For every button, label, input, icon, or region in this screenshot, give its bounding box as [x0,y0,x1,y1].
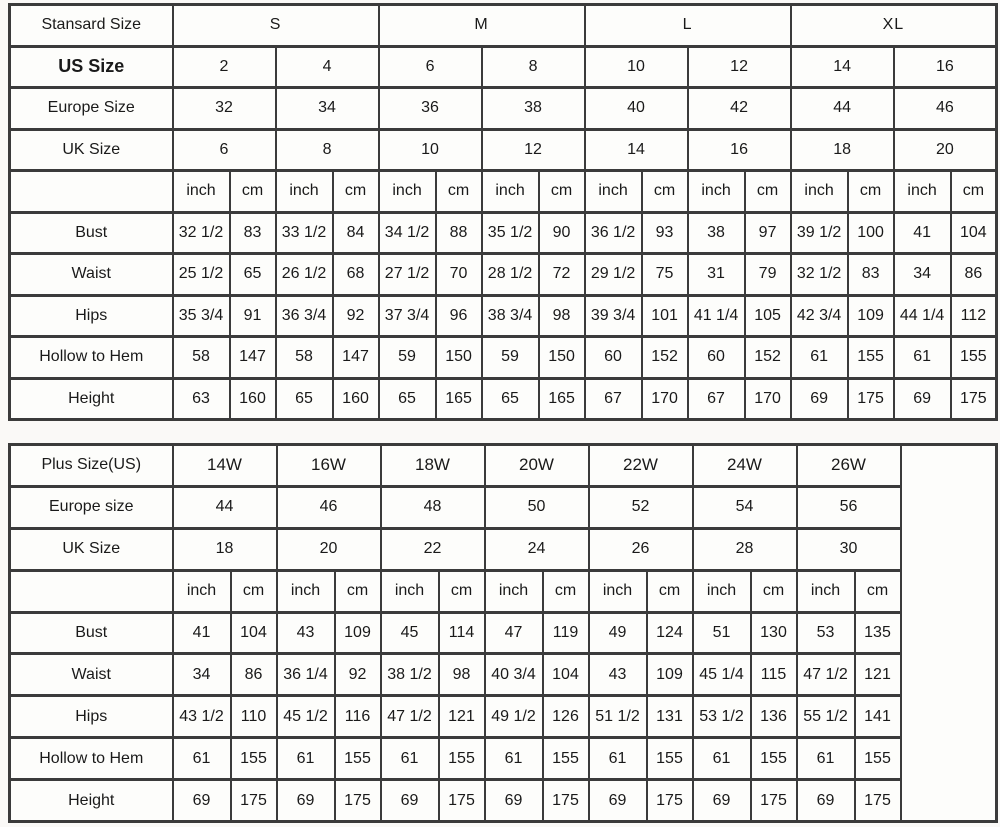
measurement-value-cell: 104 [543,654,589,696]
unit-header-cell: inch [485,570,543,612]
measurement-value-cell: 36 1/4 [277,654,335,696]
measurement-value-cell: 112 [951,295,997,337]
measurement-value-cell: 98 [439,654,485,696]
measurement-value-cell: 61 [693,738,751,780]
measurement-value-cell: 55 1/2 [797,696,855,738]
measurement-value-cell: 69 [791,378,848,420]
row-label-cell [10,171,173,213]
plus-size-table [8,443,998,823]
size-value-cell: 12 [688,46,791,88]
size-value-cell: 44 [791,88,894,130]
measurement-value-cell: 65 [230,254,276,296]
measurement-value-cell: 43 [589,654,647,696]
group-header-cell: 18W [381,445,485,487]
size-value-cell: 16 [688,129,791,171]
measurement-value-cell: 135 [855,612,901,654]
measurement-value-cell: 98 [539,295,585,337]
measurement-value-cell: 155 [848,337,894,379]
unit-header-row [10,171,997,213]
row-label-cell: Waist [10,654,173,696]
size-value-cell: 30 [797,528,901,570]
measurement-value-cell: 47 [485,612,543,654]
measurement-value-cell: 114 [439,612,485,654]
group-header-cell: 22W [589,445,693,487]
measurement-value-cell: 75 [642,254,688,296]
measurement-value-cell: 68 [333,254,379,296]
measurement-value-cell: 31 [688,254,745,296]
measurement-value-cell: 61 [381,738,439,780]
unit-header-cell: cm [439,570,485,612]
unit-header-cell: inch [379,171,436,213]
size-value-cell: 10 [379,129,482,171]
measurement-value-cell: 25 1/2 [173,254,230,296]
row-label-cell: Height [10,378,173,420]
measurement-value-cell: 150 [436,337,482,379]
measurement-value-cell: 59 [482,337,539,379]
measurement-value-cell: 53 [797,612,855,654]
corner-label-cell: Plus Size(US) [10,445,173,487]
measurement-value-cell: 38 3/4 [482,295,539,337]
group-header-cell: 16W [277,445,381,487]
unit-header-cell: cm [848,171,894,213]
size-value-cell: 46 [277,486,381,528]
group-header-cell: 24W [693,445,797,487]
measurement-value-cell: 47 1/2 [797,654,855,696]
measurement-value-cell: 105 [745,295,791,337]
size-value-cell: 44 [173,486,277,528]
measurement-value-cell: 37 3/4 [379,295,436,337]
unit-header-cell: inch [791,171,848,213]
size-value-cell: 12 [482,129,585,171]
measurement-value-cell: 175 [751,780,797,822]
measurement-value-cell: 59 [379,337,436,379]
unit-header-cell: inch [381,570,439,612]
unit-header-cell: cm [539,171,585,213]
measurement-value-cell: 47 1/2 [381,696,439,738]
unit-header-cell: inch [277,570,335,612]
unit-header-cell: cm [647,570,693,612]
measurement-value-cell: 27 1/2 [379,254,436,296]
group-header-cell: 14W [173,445,277,487]
measurement-value-cell: 72 [539,254,585,296]
measurement-row [10,337,997,379]
measurement-value-cell: 121 [439,696,485,738]
unit-header-row [10,570,997,612]
measurement-value-cell: 155 [751,738,797,780]
measurement-value-cell: 155 [335,738,381,780]
measurement-value-cell: 141 [855,696,901,738]
measurement-value-cell: 93 [642,212,688,254]
measurement-value-cell: 136 [751,696,797,738]
size-value-cell: 14 [585,129,688,171]
size-row [10,528,997,570]
measurement-value-cell: 91 [230,295,276,337]
measurement-value-cell: 33 1/2 [276,212,333,254]
measurement-value-cell: 170 [642,378,688,420]
row-label-cell: Europe size [10,486,173,528]
empty-spacer-cell [901,445,997,822]
measurement-value-cell: 69 [589,780,647,822]
measurement-value-cell: 61 [894,337,951,379]
group-header-row [10,445,997,487]
measurement-value-cell: 170 [745,378,791,420]
measurement-value-cell: 69 [693,780,751,822]
measurement-value-cell: 92 [333,295,379,337]
measurement-value-cell: 51 1/2 [589,696,647,738]
group-header-cell: 26W [797,445,901,487]
measurement-value-cell: 34 1/2 [379,212,436,254]
measurement-value-cell: 155 [855,738,901,780]
size-row [10,88,997,130]
measurement-value-cell: 61 [173,738,231,780]
row-label-cell: Bust [10,212,173,254]
measurement-value-cell: 67 [688,378,745,420]
measurement-value-cell: 45 1/4 [693,654,751,696]
unit-header-cell: inch [276,171,333,213]
measurement-value-cell: 165 [436,378,482,420]
row-label-cell: US Size [10,46,173,88]
group-header-row [10,5,997,47]
row-label-cell: UK Size [10,528,173,570]
measurement-value-cell: 43 1/2 [173,696,231,738]
measurement-value-cell: 69 [381,780,439,822]
size-value-cell: 48 [381,486,485,528]
measurement-value-cell: 150 [539,337,585,379]
measurement-value-cell: 63 [173,378,230,420]
corner-label-cell: Stansard Size [10,5,173,47]
size-value-cell: 52 [589,486,693,528]
measurement-value-cell: 160 [230,378,276,420]
measurement-value-cell: 90 [539,212,585,254]
measurement-value-cell: 41 [894,212,951,254]
measurement-value-cell: 84 [333,212,379,254]
row-label-cell: Height [10,780,173,822]
unit-header-cell: inch [797,570,855,612]
measurement-value-cell: 29 1/2 [585,254,642,296]
size-value-cell: 2 [173,46,276,88]
measurement-row [10,738,997,780]
unit-header-cell: cm [436,171,482,213]
size-value-cell: 18 [173,528,277,570]
measurement-value-cell: 175 [951,378,997,420]
measurement-value-cell: 65 [276,378,333,420]
measurement-value-cell: 160 [333,378,379,420]
measurement-value-cell: 104 [231,612,277,654]
unit-header-cell: cm [231,570,277,612]
measurement-value-cell: 155 [543,738,589,780]
measurement-value-cell: 32 1/2 [791,254,848,296]
measurement-value-cell: 41 [173,612,231,654]
group-header-cell: L [585,5,791,47]
unit-header-cell: inch [482,171,539,213]
size-value-cell: 14 [791,46,894,88]
measurement-value-cell: 39 3/4 [585,295,642,337]
unit-header-cell: cm [751,570,797,612]
unit-header-cell: cm [335,570,381,612]
unit-header-cell: inch [173,171,230,213]
measurement-value-cell: 115 [751,654,797,696]
row-label-cell: Hips [10,696,173,738]
measurement-value-cell: 165 [539,378,585,420]
row-label-cell: Hollow to Hem [10,337,173,379]
unit-header-cell: cm [333,171,379,213]
measurement-value-cell: 65 [379,378,436,420]
measurement-value-cell: 92 [335,654,381,696]
unit-header-cell: inch [688,171,745,213]
measurement-value-cell: 58 [276,337,333,379]
size-value-cell: 38 [482,88,585,130]
group-header-cell: 20W [485,445,589,487]
measurement-value-cell: 110 [231,696,277,738]
measurement-value-cell: 69 [485,780,543,822]
measurement-value-cell: 175 [231,780,277,822]
measurement-value-cell: 69 [173,780,231,822]
size-value-cell: 34 [276,88,379,130]
size-value-cell: 32 [173,88,276,130]
measurement-value-cell: 45 [381,612,439,654]
measurement-value-cell: 79 [745,254,791,296]
row-label-cell: Hips [10,295,173,337]
measurement-value-cell: 109 [848,295,894,337]
measurement-value-cell: 39 1/2 [791,212,848,254]
measurement-value-cell: 41 1/4 [688,295,745,337]
measurement-value-cell: 175 [647,780,693,822]
measurement-value-cell: 130 [751,612,797,654]
measurement-row [10,654,997,696]
measurement-value-cell: 155 [439,738,485,780]
row-label-cell: Hollow to Hem [10,738,173,780]
size-value-cell: 28 [693,528,797,570]
unit-header-cell: inch [585,171,642,213]
measurement-row [10,696,997,738]
measurement-value-cell: 44 1/4 [894,295,951,337]
standard-size-table [8,3,998,421]
measurement-value-cell: 45 1/2 [277,696,335,738]
measurement-value-cell: 49 [589,612,647,654]
measurement-value-cell: 61 [277,738,335,780]
size-value-cell: 26 [589,528,693,570]
size-value-cell: 56 [797,486,901,528]
unit-header-cell: inch [589,570,647,612]
size-value-cell: 8 [276,129,379,171]
unit-header-cell: cm [855,570,901,612]
measurement-value-cell: 109 [335,612,381,654]
measurement-value-cell: 121 [855,654,901,696]
size-row [10,486,997,528]
size-value-cell: 16 [894,46,997,88]
measurement-value-cell: 32 1/2 [173,212,230,254]
measurement-value-cell: 51 [693,612,751,654]
measurement-value-cell: 126 [543,696,589,738]
measurement-value-cell: 175 [855,780,901,822]
measurement-value-cell: 116 [335,696,381,738]
measurement-value-cell: 34 [894,254,951,296]
size-row [10,129,997,171]
measurement-value-cell: 61 [791,337,848,379]
measurement-value-cell: 67 [585,378,642,420]
measurement-value-cell: 38 1/2 [381,654,439,696]
measurement-value-cell: 61 [485,738,543,780]
measurement-value-cell: 26 1/2 [276,254,333,296]
measurement-value-cell: 34 [173,654,231,696]
unit-header-cell: inch [693,570,751,612]
measurement-value-cell: 101 [642,295,688,337]
measurement-value-cell: 61 [589,738,647,780]
measurement-row [10,212,997,254]
size-value-cell: 18 [791,129,894,171]
size-row [10,46,997,88]
measurement-value-cell: 69 [277,780,335,822]
measurement-value-cell: 147 [230,337,276,379]
measurement-value-cell: 65 [482,378,539,420]
measurement-value-cell: 175 [543,780,589,822]
measurement-value-cell: 83 [230,212,276,254]
group-header-cell: XL [791,5,997,47]
measurement-value-cell: 86 [231,654,277,696]
unit-header-cell: cm [642,171,688,213]
measurement-value-cell: 155 [951,337,997,379]
row-label-cell: Europe Size [10,88,173,130]
measurement-value-cell: 36 1/2 [585,212,642,254]
size-value-cell: 36 [379,88,482,130]
measurement-value-cell: 152 [745,337,791,379]
unit-header-cell: cm [230,171,276,213]
size-value-cell: 20 [277,528,381,570]
measurement-value-cell: 155 [647,738,693,780]
measurement-value-cell: 109 [647,654,693,696]
measurement-value-cell: 155 [231,738,277,780]
size-value-cell: 10 [585,46,688,88]
measurement-value-cell: 86 [951,254,997,296]
group-header-cell: S [173,5,379,47]
size-value-cell: 4 [276,46,379,88]
measurement-value-cell: 175 [848,378,894,420]
measurement-value-cell: 69 [797,780,855,822]
measurement-row [10,378,997,420]
measurement-value-cell: 70 [436,254,482,296]
size-value-cell: 42 [688,88,791,130]
measurement-value-cell: 97 [745,212,791,254]
measurement-value-cell: 49 1/2 [485,696,543,738]
unit-header-cell: inch [894,171,951,213]
unit-header-cell: cm [543,570,589,612]
row-label-cell: Waist [10,254,173,296]
measurement-value-cell: 119 [543,612,589,654]
measurement-value-cell: 35 3/4 [173,295,230,337]
size-value-cell: 50 [485,486,589,528]
measurement-value-cell: 60 [688,337,745,379]
unit-header-cell: inch [173,570,231,612]
measurement-value-cell: 131 [647,696,693,738]
size-value-cell: 22 [381,528,485,570]
measurement-row [10,254,997,296]
unit-header-cell: cm [745,171,791,213]
measurement-value-cell: 28 1/2 [482,254,539,296]
row-label-cell [10,570,173,612]
row-label-cell: UK Size [10,129,173,171]
measurement-value-cell: 88 [436,212,482,254]
size-value-cell: 24 [485,528,589,570]
group-header-cell: M [379,5,585,47]
size-value-cell: 20 [894,129,997,171]
unit-header-cell: cm [951,171,997,213]
measurement-value-cell: 40 3/4 [485,654,543,696]
measurement-row [10,780,997,822]
measurement-value-cell: 38 [688,212,745,254]
measurement-value-cell: 152 [642,337,688,379]
measurement-value-cell: 35 1/2 [482,212,539,254]
measurement-value-cell: 43 [277,612,335,654]
row-label-cell: Bust [10,612,173,654]
measurement-value-cell: 83 [848,254,894,296]
size-value-cell: 8 [482,46,585,88]
measurement-value-cell: 60 [585,337,642,379]
size-value-cell: 54 [693,486,797,528]
measurement-value-cell: 96 [436,295,482,337]
measurement-value-cell: 36 3/4 [276,295,333,337]
measurement-row [10,612,997,654]
measurement-value-cell: 124 [647,612,693,654]
measurement-value-cell: 104 [951,212,997,254]
measurement-value-cell: 69 [894,378,951,420]
measurement-value-cell: 175 [335,780,381,822]
measurement-value-cell: 147 [333,337,379,379]
size-value-cell: 6 [379,46,482,88]
measurement-value-cell: 61 [797,738,855,780]
size-value-cell: 40 [585,88,688,130]
measurement-row [10,295,997,337]
size-value-cell: 6 [173,129,276,171]
measurement-value-cell: 42 3/4 [791,295,848,337]
measurement-value-cell: 53 1/2 [693,696,751,738]
measurement-value-cell: 100 [848,212,894,254]
size-value-cell: 46 [894,88,997,130]
measurement-value-cell: 175 [439,780,485,822]
measurement-value-cell: 58 [173,337,230,379]
